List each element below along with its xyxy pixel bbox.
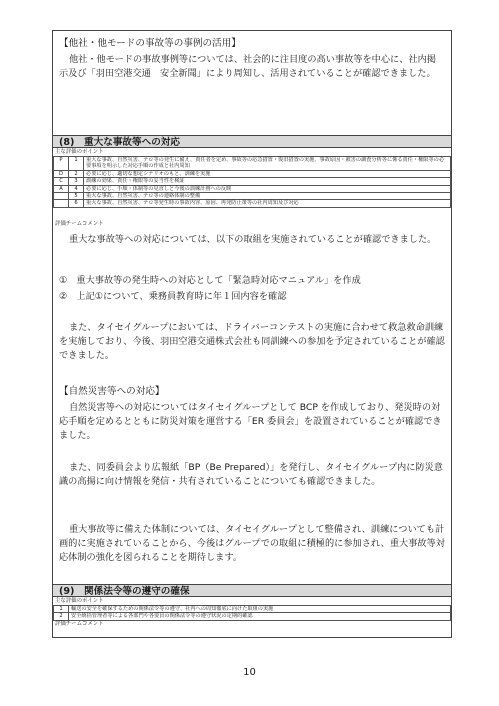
section8-item-1: ① 重大事故等の発生時への対応として「緊急時対応マニュアル」を作成 — [59, 275, 361, 286]
criteria-cell: 必要に応じ、手順・体制等の見直しと今後の訓練計画への反映 — [84, 185, 451, 192]
table-row — [54, 193, 451, 200]
criteria-cell: 訓練の効果、責任・権限等の妥当性を検証 — [84, 178, 451, 185]
phase-cell: P — [54, 157, 69, 171]
table-row — [54, 170, 451, 177]
other-mode-text: 他社・他モードの事故事例等については、社会的に注目度の高い事故等を中心に、社内掲示及び「羽田空港交通 安全新聞」により周知し、活用されていることが確認できました。 — [59, 54, 436, 79]
phase-cell — [54, 200, 69, 207]
number-cell: 1 — [69, 157, 84, 171]
page-number: 10 — [243, 667, 256, 678]
section8-intro: 重大な事故等への対応については、以下の取組を実施されていることが確認できました。 — [69, 234, 437, 245]
table-row — [54, 200, 451, 207]
section9-comment-label: 評価チームコメント — [55, 621, 104, 627]
section8-criteria-label: 主な評価のポイント — [55, 149, 104, 155]
system-paragraph: 重大事故等に備えた体制については、タイセイグループとして整備され、訓練についても計画的に実施されていることから、今後はグループでの取組に積極的に参加され、重大事故等対応体制の強化を図られることを期待します。 — [59, 524, 445, 563]
section8-comment-label: 評価チームコメント — [55, 221, 104, 227]
section8-title: (8) 重大な事故等への対応 — [53, 135, 451, 148]
section9-criteria-table — [53, 605, 451, 621]
other-mode-heading: 【他社・他モードの事故等の事例の活用】 — [59, 38, 241, 49]
section9-title: (9) 関係法令等の遵守の確保 — [53, 584, 451, 597]
phase-cell — [54, 193, 69, 200]
bp-paragraph: また、同委員会より広報紙「BP（Be Prepared）」を発行し、タイセイグループ内に防災意識の高揚に向け情報を発信・共有されていることについても確認できました。 — [59, 462, 443, 487]
number-cell: 6 — [69, 200, 84, 207]
section8-item-2: ② 上記①について、乗務員教育時に年１回内容を確認 — [59, 291, 287, 302]
criteria-cell: 安全統括管理者等による各部門や各要員の関係法令等の遵守状況の定期的確認 — [69, 613, 451, 620]
table-row — [54, 178, 451, 185]
phase-cell: A — [54, 185, 69, 192]
criteria-cell: 輸送の安全を確保するための関係法令等の遵守、社内への周知徹底に向けた取組の実施 — [69, 606, 451, 613]
number-cell: 1 — [54, 606, 69, 613]
criteria-cell: 重大な事故、自然災害、テロ等の発生に備え、責任者を定め、事故等の応急措置・復旧措置の実施、事故原因・被害の調査分析等に係る責任・権限等の必要事項を明示した対応手順の作成と社内周知 — [84, 157, 451, 171]
section9-criteria-label: 主な評価のポイント — [55, 598, 104, 604]
table-row — [54, 606, 451, 613]
criteria-cell: 必要に応じ、適切な想定シナリオのもと、訓練を実施 — [84, 170, 451, 177]
criteria-cell: 重大な事故、自然災害、テロ等発生時の事故内容、原因、再発防止策等の社内周知及び対応 — [84, 200, 451, 207]
number-cell: 2 — [54, 613, 69, 620]
number-cell: 4 — [69, 185, 84, 192]
section8-criteria-table — [53, 156, 451, 208]
number-cell: 5 — [69, 193, 84, 200]
disaster-heading: 【自然災害等への対応】 — [59, 386, 165, 397]
table-row — [54, 157, 451, 171]
section8-taisei-paragraph: また、タイセイグループにおいては、ドライバーコンテストの実施に合わせて救急救命訓練を実施しており、今後、羽田空港交通株式会社も同訓練への参加を予定されていることが確認できました。 — [59, 322, 445, 361]
number-cell: 2 — [69, 170, 84, 177]
table-row — [54, 613, 451, 620]
phase-cell: D — [54, 170, 69, 177]
phase-cell: C — [54, 178, 69, 185]
criteria-cell: 重大な事故、自然災害、テロ等の連絡体制の整備 — [84, 193, 451, 200]
number-cell: 3 — [69, 178, 84, 185]
table-row — [54, 185, 451, 192]
disaster-paragraph: 自然災害等への対応についてはタイセイグループとして BCP を作成しており、発災時の対応手順を定めるとともに防災対策を運営する「ER 委員会」を設置されていることが確認できました。 — [59, 402, 442, 441]
document-frame — [52, 30, 452, 638]
